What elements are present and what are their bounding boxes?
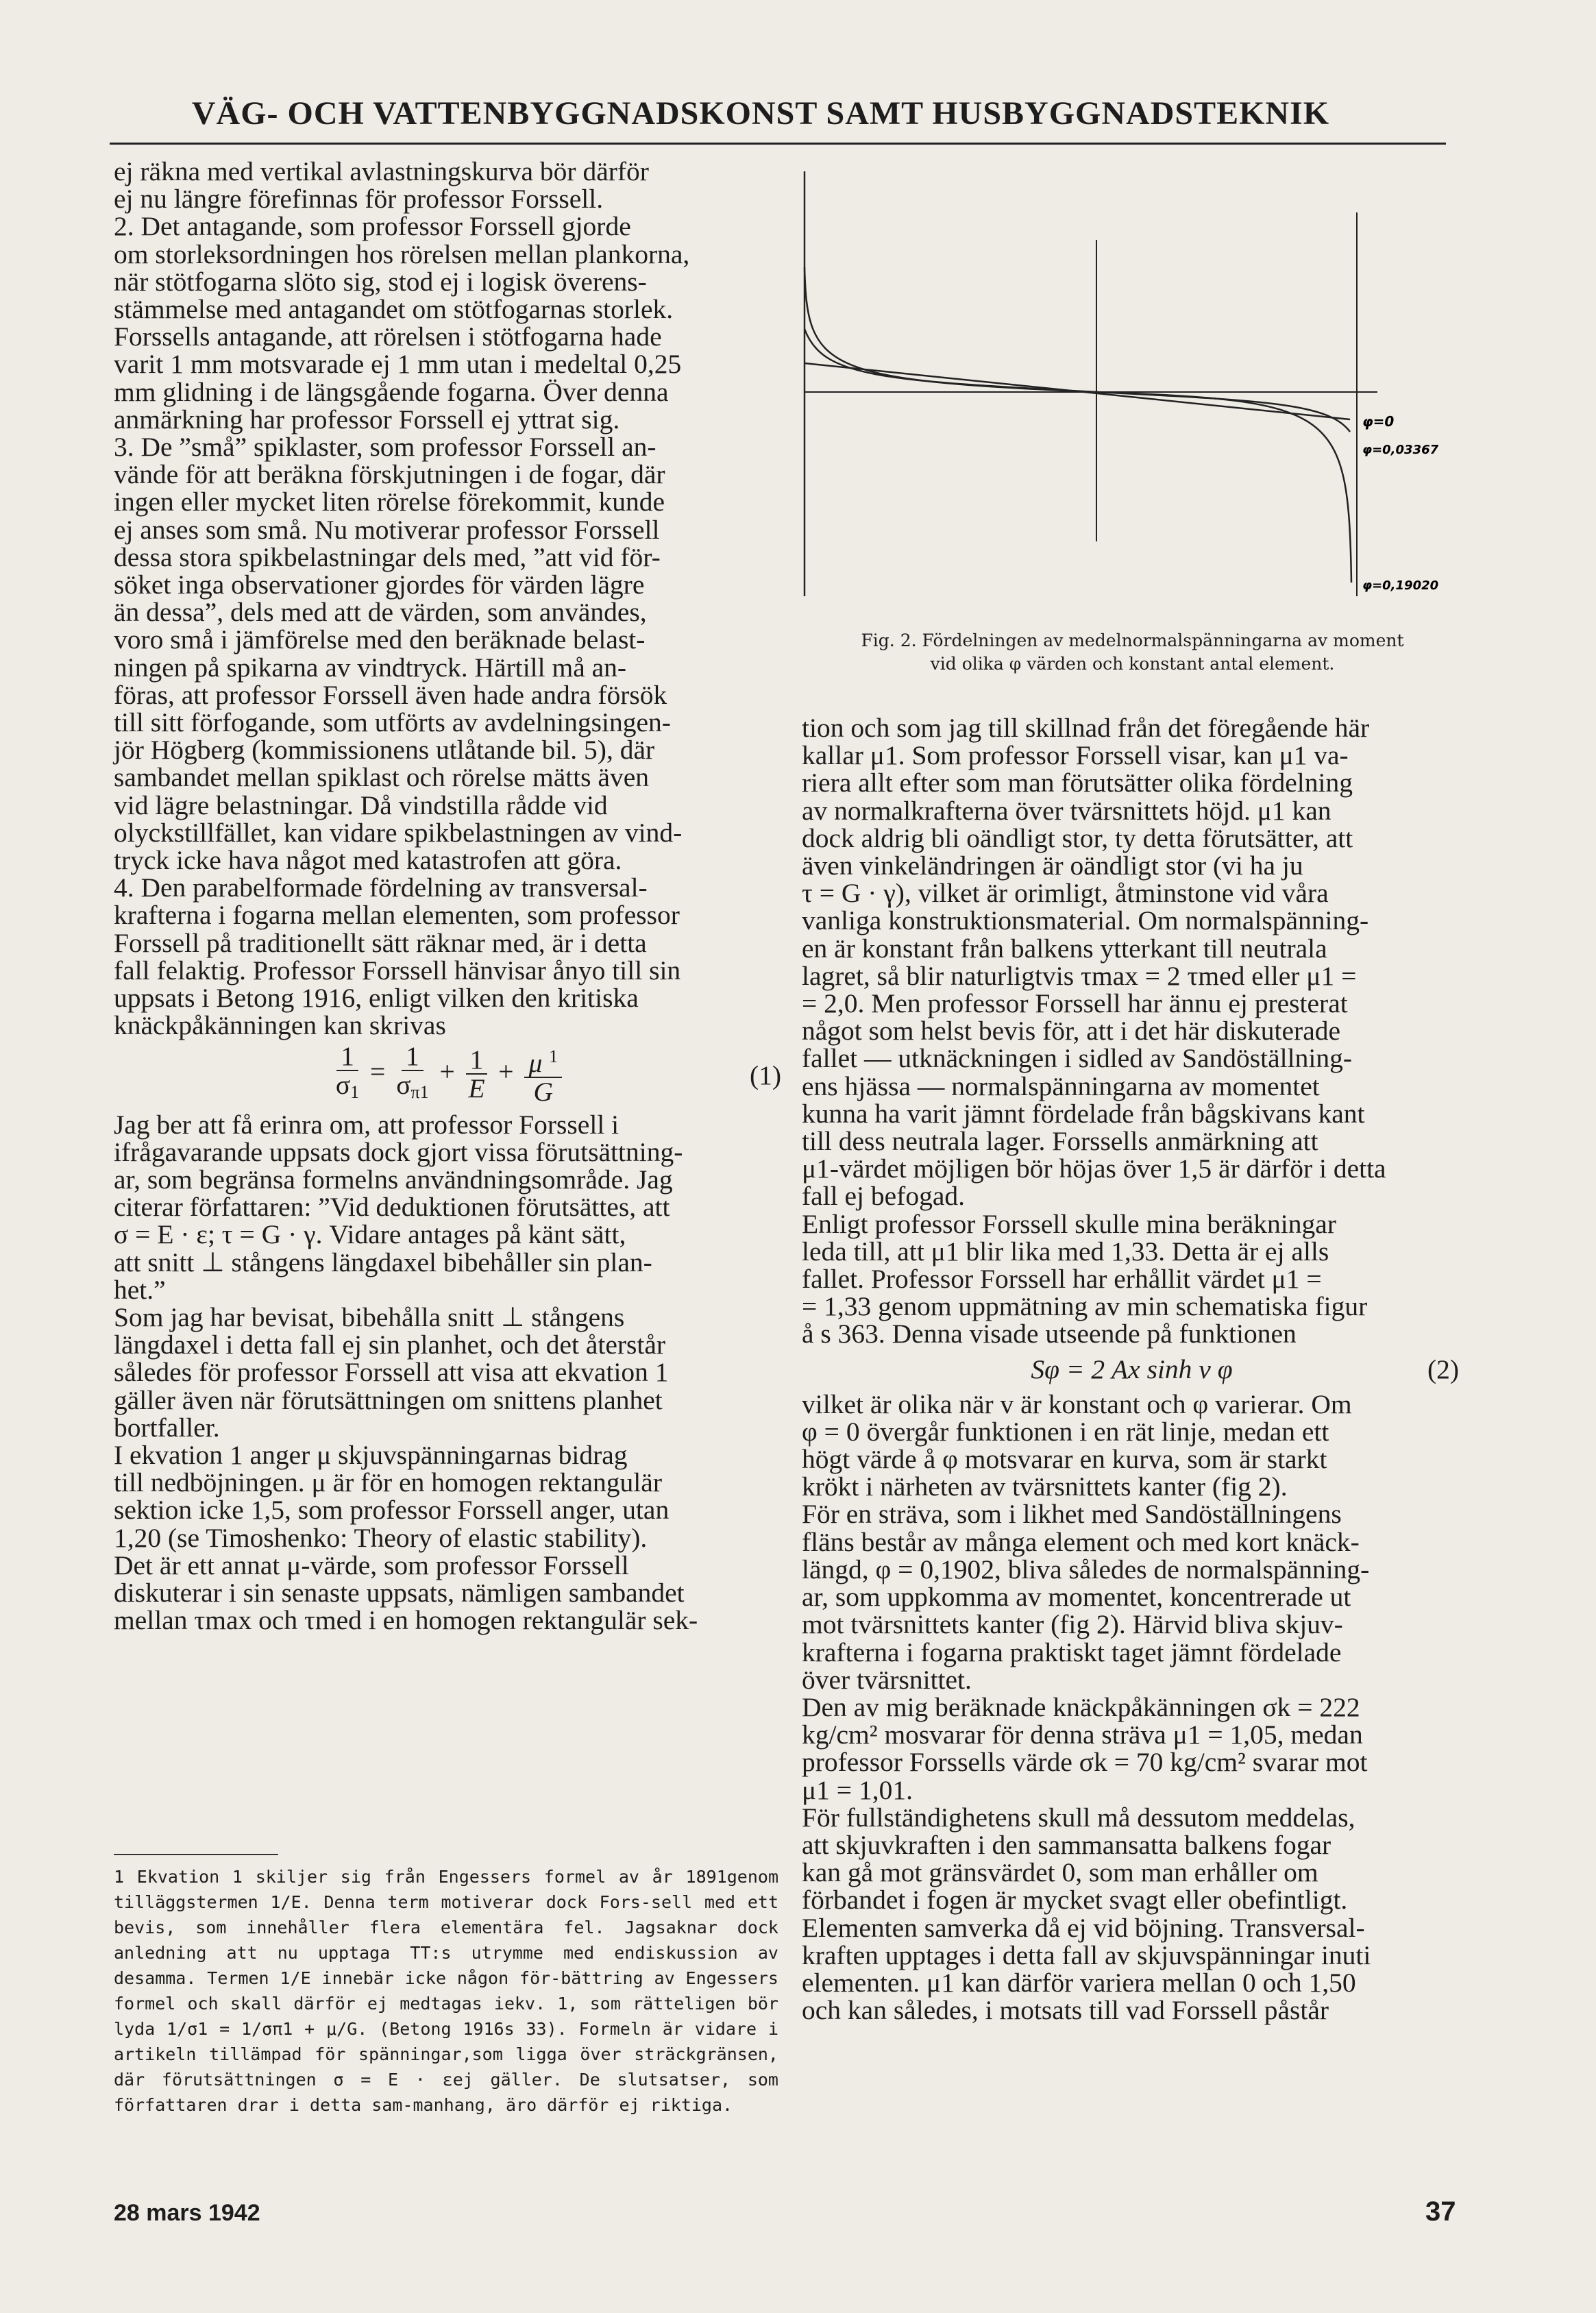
- text-line: å s 363. Denna visade utseende på funktionen: [802, 1319, 1297, 1349]
- right-paragraphs: [802, 714, 1462, 1348]
- text-line: För en sträva, som i likhet med Sandöställningens: [802, 1499, 1342, 1530]
- left-column: [114, 158, 784, 1634]
- text-line: högt värde å φ motsvarar en kurva, som är starkt: [802, 1444, 1327, 1475]
- text-line: vilket är olika när v är konstant och φ varierar. Om: [802, 1388, 1352, 1419]
- text-line: ej anses som små. Nu motiverar professor Forssell: [114, 514, 660, 545]
- equation-2: [802, 1351, 1462, 1388]
- curve-phi-0-03367: [805, 329, 1350, 432]
- text-line: μ1-värdet möjligen bör höjas över 1,5 är därför i detta: [802, 1153, 1386, 1184]
- stress-distribution-plot: [795, 171, 1466, 617]
- text-line: bättring av Engessers formel och skall därför ej medtagas i: [114, 1968, 778, 2014]
- text-line: således för professor Forssell att visa att ekvation 1: [114, 1357, 669, 1388]
- text-line: sell med ett bevis, som innehåller flera elementära fel. Jag: [114, 1892, 778, 1937]
- left-paragraphs-2: [114, 1111, 784, 1635]
- text-line: ens hjässa — normalspänningarna av momentet: [802, 1070, 1320, 1101]
- text-line: fallet — utknäckningen i sidled av Sandöställning-: [802, 1043, 1352, 1074]
- caption-line-1: Fig. 2. Fördelningen av medelnormalspänningarna av moment: [861, 631, 1404, 650]
- text-line: = 2,0. Men professor Forssell har ännu ej presterat: [802, 988, 1348, 1019]
- text-line: genom tilläggstermen 1/E. Denna term motiverar dock Fors-: [114, 1867, 778, 1912]
- eq1-frac-e: $\frac{1}{E}$: [466, 1046, 488, 1102]
- right-paragraphs-2: [802, 1388, 1462, 2026]
- text-line: 3. De ”små” spiklaster, som professor Forssell an-: [114, 432, 656, 463]
- figure-2: [795, 171, 1466, 617]
- text-line: ingen eller mycket liten rörelse förekommit, kunde: [114, 487, 665, 517]
- text-line: gäller även när förutsättningen om snittens planhet: [114, 1384, 663, 1415]
- text-line: knäckpåkänningen kan skrivas: [114, 1010, 446, 1041]
- text-line: ej nu längre förefinnas för professor Forssell.: [114, 184, 604, 215]
- equation-1: $\frac{1}{\sigma_1}$ = $\frac{1}{\sigma_{\pi 1}}$ + $\frac{1}{E}$ + $\frac{\mu ^1}{G}$ (1): [335, 1040, 781, 1107]
- text-line: φ = 0 övergår funktionen i en rät linje, medan ett: [802, 1416, 1329, 1447]
- text-line: mellan τmax och τmed i en homogen rektangulär sek-: [114, 1605, 698, 1636]
- text-line: som ligga över sträckgränsen, där förutsättningen σ = E · ε: [114, 2044, 778, 2090]
- text-line: citerar författaren: ”Vid deduktionen förutsättes, att: [114, 1192, 670, 1223]
- text-line: krafterna i fogarna mellan elementen, som professor: [114, 900, 680, 931]
- text-line: Enligt professor Forssell skulle mina beräkningar: [802, 1208, 1336, 1239]
- eq1-frac-euler: $\frac{1}{\sigma_{\pi 1}}$: [396, 1040, 429, 1102]
- text-line: till dess neutrala lager. Forssells anmärkning att: [802, 1126, 1318, 1157]
- text-line: diskussion av desamma. Termen 1/E innebär icke någon för-: [114, 1943, 778, 1988]
- text-line: mot tvärsnittets kanter (fig 2). Härvid bliva skjuv-: [802, 1609, 1343, 1640]
- header-rule: [110, 143, 1446, 145]
- text-line: att snitt ⊥ stångens längdaxel bibehåller sin plan-: [114, 1247, 652, 1277]
- text-line: kg/cm² mosvarar för denna sträva μ1 = 1,05, medan: [802, 1720, 1363, 1750]
- text-line: fallet. Professor Forssell har erhållit värdet μ1 =: [802, 1264, 1322, 1295]
- text-line: vände för att beräkna förskjutningen i de fogar, där: [114, 459, 665, 490]
- text-line: 1 Ekvation 1 skiljer sig från Engessers formel av år 1891: [114, 1867, 727, 1887]
- footnote: [114, 1864, 778, 2118]
- text-line: om storleksordningen hos rörelsen mellan plankorna,: [114, 238, 690, 269]
- text-line: sambandet mellan spiklast och rörelse mätts även: [114, 762, 649, 793]
- eq2-number: (2): [1427, 1354, 1459, 1384]
- text-line: Forssells antagande, att rörelsen i stötfogarna hade: [114, 321, 662, 352]
- text-line: varit 1 mm motsvarade ej 1 mm utan i medeltal 0,25: [114, 349, 682, 380]
- text-line: leda till, att μ1 blir lika med 1,33. Detta är ej alls: [802, 1236, 1329, 1266]
- text-line: ar, som begränsa formelns användningsområde. Jag: [114, 1164, 673, 1195]
- text-line: fall felaktig. Professor Forssell hänvisar ånyo till sin: [114, 955, 681, 986]
- text-line: kraften upptages i detta fall av skjuvspänningar inuti: [802, 1939, 1371, 1970]
- text-line: stämmelse med antagandet om stötfogarnas storlek.: [114, 294, 674, 325]
- text-line: längd, φ = 0,1902, bliva således de normalspänning-: [802, 1554, 1370, 1584]
- text-line: saknar dock anledning att nu upptaga TT:s utrymme med en: [114, 1918, 778, 1963]
- text-line: ifrågavarande uppsats dock gjort vissa förutsättning-: [114, 1136, 683, 1167]
- page-number: 37: [1425, 2196, 1456, 2227]
- text-line: ekv. 1, som rätteligen bör lyda 1/σ1 = 1/σπ1 + μ/G. (Betong 1916: [114, 1994, 778, 2039]
- text-line: τ = G · γ), vilket är orimligt, åtminstone vid våra: [802, 878, 1329, 909]
- text-line: tryck icke hava något med katastrofen att göra.: [114, 845, 622, 876]
- text-line: riera allt efter som man förutsätter olika fördelning: [802, 768, 1353, 798]
- text-line: sektion icke 1,5, som professor Forssell anger, utan: [114, 1495, 670, 1526]
- footnote-rule: [114, 1854, 278, 1855]
- label-phi-0-19020: φ=0,19020: [1362, 578, 1439, 593]
- text-line: diskuterar i sin senaste uppsats, nämligen sambandet: [114, 1577, 685, 1608]
- text-line: 1,20 (se Timoshenko: Theory of elastic stability).: [114, 1522, 648, 1553]
- label-phi-0: φ=0: [1362, 413, 1395, 430]
- eq1-frac-g: $\frac{\mu ^1}{G}$: [524, 1043, 562, 1105]
- eq1-number: (1): [749, 1060, 781, 1090]
- text-line: Det är ett annat μ-värde, som professor Forssell: [114, 1550, 629, 1580]
- text-line: het.”: [114, 1274, 166, 1305]
- left-paragraphs: [114, 158, 784, 1040]
- footer-date: 28 mars 1942: [114, 2200, 260, 2226]
- label-phi-0-03367: φ=0,03367: [1362, 443, 1439, 457]
- text-line: Den av mig beräknade knäckpåkänningen σk = 222: [802, 1691, 1360, 1722]
- text-line: när stötfogarna slöto sig, stod ej i logisk överens-: [114, 266, 647, 297]
- text-line: kallar μ1. Som professor Forssell visar, kan μ1 va-: [802, 740, 1349, 771]
- text-line: μ1 = 1,01.: [802, 1774, 913, 1805]
- text-line: längdaxel i detta fall ej sin planhet, och det återstår: [114, 1330, 666, 1360]
- eq2-text: Sφ = 2 Ax sinh v φ: [1031, 1354, 1233, 1384]
- text-line: För fullständighetens skull må dessutom meddelas,: [802, 1802, 1355, 1833]
- text-line: kan gå mot gränsvärdet 0, som man erhåller om: [802, 1857, 1318, 1888]
- text-line: olyckstillfället, kan vidare spikbelastningen av vind-: [114, 817, 683, 848]
- text-line: anmärkning har professor Forssell ej yttrat sig.: [114, 404, 620, 435]
- text-line: förbandet i fogen är mycket svagt eller obefintligt.: [802, 1885, 1348, 1916]
- text-line: jör Högberg (kommissionens utlåtande bil. 5), där: [114, 735, 655, 766]
- text-line: Som jag har bevisat, bibehålla snitt ⊥ stångens: [114, 1301, 625, 1332]
- eq1-frac-lhs: $\frac{1}{\sigma_1}$: [335, 1040, 360, 1102]
- text-line: vanliga konstruktionsmaterial. Om normalspänning-: [802, 905, 1369, 936]
- running-header: VÄG- OCH VATTENBYGGNADSKONST SAMT HUSBYGGNADSTEKNIK: [191, 95, 1330, 132]
- right-column: [802, 714, 1462, 2024]
- text-line: Jag ber att få erinra om, att professor Forssell i: [114, 1109, 619, 1140]
- text-line: professor Forssells värde σk = 70 kg/cm² svarar mot: [802, 1747, 1368, 1778]
- text-line: s 33). Formeln är vidare i artikeln tillämpad för spänningar,: [114, 2019, 778, 2064]
- text-line: 4. Den parabelformade fördelning av transversal-: [114, 872, 648, 903]
- text-line: dessa stora spikbelastningar dels med, ”att vid för-: [114, 541, 661, 572]
- text-line: fläns består av många element och med kort knäck-: [802, 1526, 1360, 1557]
- text-line: än dessa”, dels med att de värden, som användes,: [114, 597, 647, 628]
- curve-phi-0-19020: [805, 267, 1351, 583]
- text-line: ningen på spikarna av vindtryck. Härtill må an-: [114, 652, 627, 683]
- text-line: en är konstant från balkens ytterkant till neutrala: [802, 933, 1327, 964]
- text-line: σ = E · ε; τ = G · γ. Vidare antages på känt sätt,: [114, 1219, 626, 1250]
- text-line: söket inga observationer gjordes för värden lägre: [114, 570, 645, 600]
- text-line: av normalkrafterna över tvärsnittets höjd. μ1 kan: [802, 795, 1331, 826]
- text-line: till nedböjningen. μ är för en homogen rektangulär: [114, 1467, 662, 1498]
- text-line: något som helst bevis för, att i det här diskuterade: [802, 1016, 1341, 1047]
- text-line: ar, som uppkomma av momentet, koncentrerade ut: [802, 1582, 1351, 1613]
- text-line: över tvärsnittet.: [802, 1664, 972, 1695]
- text-line: ej gäller. De slutsatser, som författaren drar i detta sam-: [114, 2070, 778, 2115]
- figure-caption: [798, 629, 1466, 676]
- text-line: ej räkna med vertikal avlastningskurva bör därför: [114, 156, 649, 186]
- text-line: bortfaller.: [114, 1412, 220, 1443]
- text-line: kunna ha varit jämnt fördelade från bågskivans kant: [802, 1098, 1365, 1129]
- text-line: föras, att professor Forssell även hade andra försök: [114, 679, 667, 710]
- caption-line-2: vid olika φ värden och konstant antal element.: [930, 654, 1335, 674]
- text-line: att skjuvkraften i den sammansatta balkens fogar: [802, 1829, 1331, 1860]
- text-line: och kan således, i motsats till vad Forssell påstår: [802, 1995, 1329, 2026]
- text-line: dock aldrig bli oändligt stor, ty detta förutsätter, att: [802, 822, 1353, 853]
- text-line: vid lägre belastningar. Då vindstilla rådde vid: [114, 790, 608, 820]
- text-line: Forssell på traditionellt sätt räknar med, är i detta: [114, 927, 647, 958]
- text-line: tion och som jag till skillnad från det föregående här: [802, 713, 1370, 743]
- text-line: fall ej befogad.: [802, 1181, 965, 1212]
- text-line: krafterna i fogarna praktiskt taget jämnt fördelade: [802, 1637, 1342, 1667]
- text-line: uppsats i Betong 1916, enligt vilken den kritiska: [114, 983, 639, 1014]
- text-line: lagret, så blir naturligtvis τmax = 2 τmed eller μ1 =: [802, 960, 1357, 991]
- text-line: mm glidning i de längsgående fogarna. Över denna: [114, 376, 669, 407]
- text-line: till sitt förfogande, som utförts av avdelningsingen-: [114, 707, 671, 738]
- text-line: krökt i närheten av tvärsnittets kanter (fig 2).: [802, 1471, 1288, 1502]
- text-line: manhang, äro därför ej riktiga.: [413, 2095, 733, 2115]
- text-line: Elementen samverka då ej vid böjning. Transversal-: [802, 1912, 1365, 1943]
- text-line: = 1,33 genom uppmätning av min schematiska figur: [802, 1291, 1368, 1322]
- text-line: I ekvation 1 anger μ skjuvspänningarnas bidrag: [114, 1439, 628, 1470]
- text-line: voro små i jämförelse med den beräknade belast-: [114, 624, 646, 655]
- text-line: elementen. μ1 kan därför variera mellan 0 och 1,50: [802, 1967, 1356, 1998]
- text-line: även vinkeländringen är oändligt stor (vi ha ju: [802, 850, 1303, 881]
- text-line: 2. Det antagande, som professor Forssell gjorde: [114, 211, 631, 242]
